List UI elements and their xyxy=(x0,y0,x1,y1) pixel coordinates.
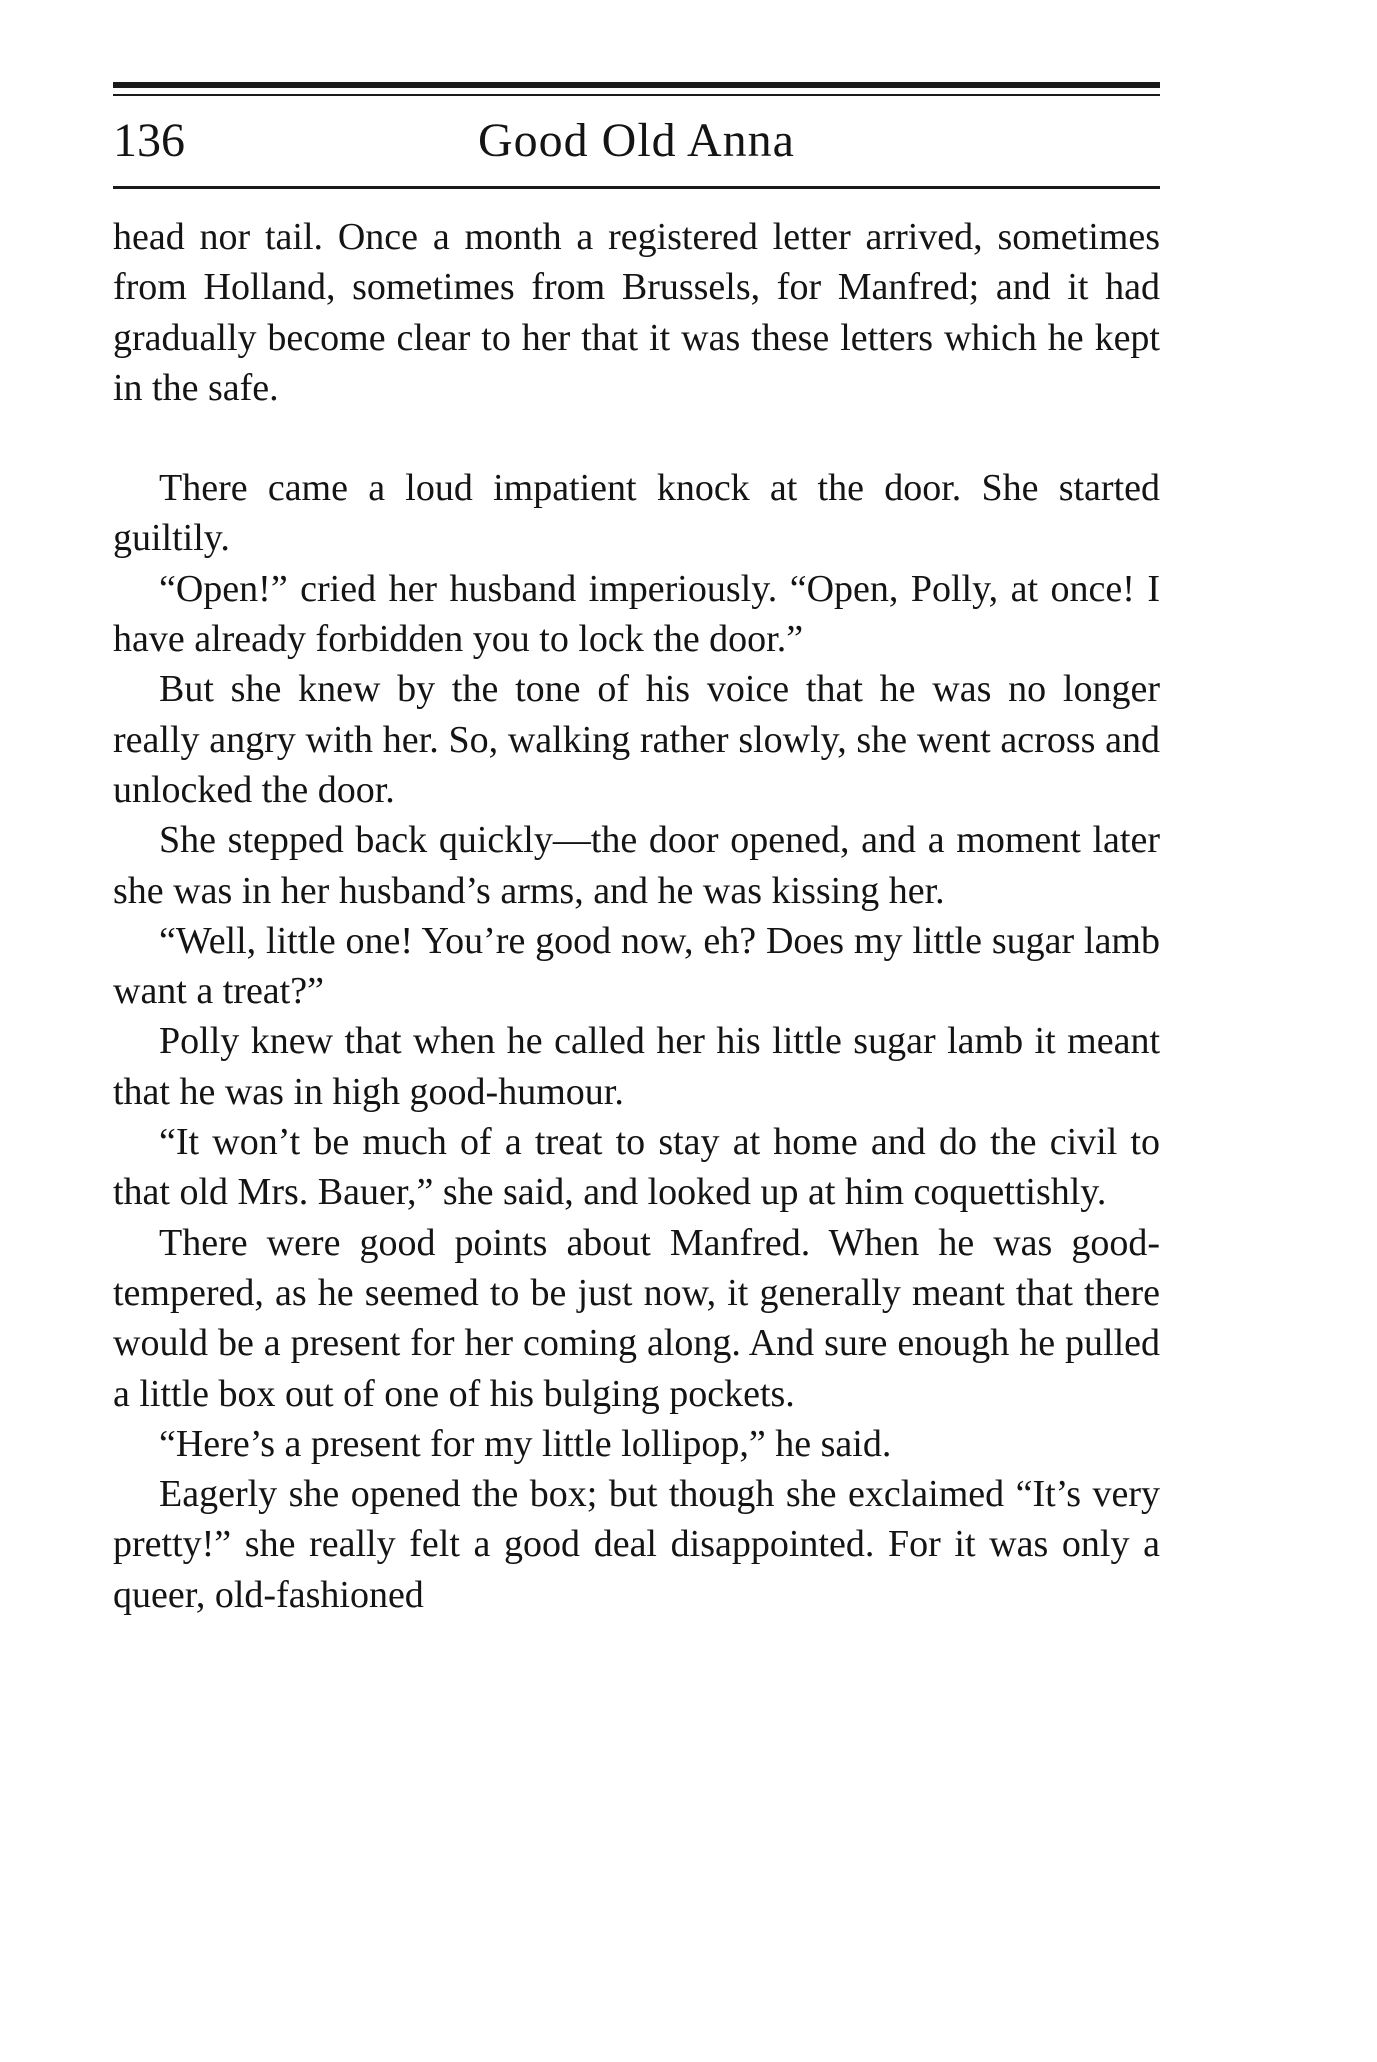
paragraph: But she knew by the tone of his voice that he was no longer really angry with her. So, walking rather slowly, she went across and unlocked the door. xyxy=(113,668,1160,811)
paragraph: There came a loud impatient knock at the door. She started guiltily. xyxy=(113,467,1160,560)
running-header xyxy=(113,106,1160,176)
header-rule-bottom xyxy=(113,186,1160,189)
paragraph: “Here’s a present for my little lollipop,” he said. xyxy=(159,1422,892,1465)
page-number: 136 xyxy=(113,114,185,167)
paragraph: Polly knew that when he called her his little sugar lamb it meant that he was in high good-humour. xyxy=(113,1020,1160,1113)
paragraph-continued: head nor tail. Once a month a registered letter arrived, sometimes from Holland, sometimes from Brussels, for Manfred; and it had gradually become clear to her that it was these letters which he kept in the safe. xyxy=(113,216,1160,409)
paragraph: Eagerly she opened the box; but though she exclaimed “It’s very pretty!” she really felt a good deal disappointed. For it was only a queer, old-fashioned xyxy=(113,1473,1160,1616)
paragraph: “Open!” cried her husband imperiously. “Open, Polly, at once! I have already forbidden you to lock the door.” xyxy=(113,567,1160,661)
paragraph: She stepped back quickly—the door opened, and a moment later she was in her husband’s arms, and he was kissing her. xyxy=(113,819,1160,912)
running-title: Good Old Anna xyxy=(478,114,795,167)
header-rule-thin xyxy=(113,94,1160,96)
paragraph: There were good points about Manfred. When he was good-tempered, as he seemed to be just now, it generally meant that there would be a present for her coming along. And sure enough he pulled a little box out of one of his bulging pockets. xyxy=(113,1221,1160,1415)
header-rule-thick xyxy=(113,82,1160,88)
paragraph: “Well, little one! You’re good now, eh? Does my little sugar lamb want a treat?” xyxy=(113,919,1160,1013)
body-text xyxy=(113,212,1160,1620)
paragraph: “It won’t be much of a treat to stay at home and do the civil to that old Mrs. Bauer,” she said, and looked up at him coquettishly. xyxy=(113,1121,1160,1214)
